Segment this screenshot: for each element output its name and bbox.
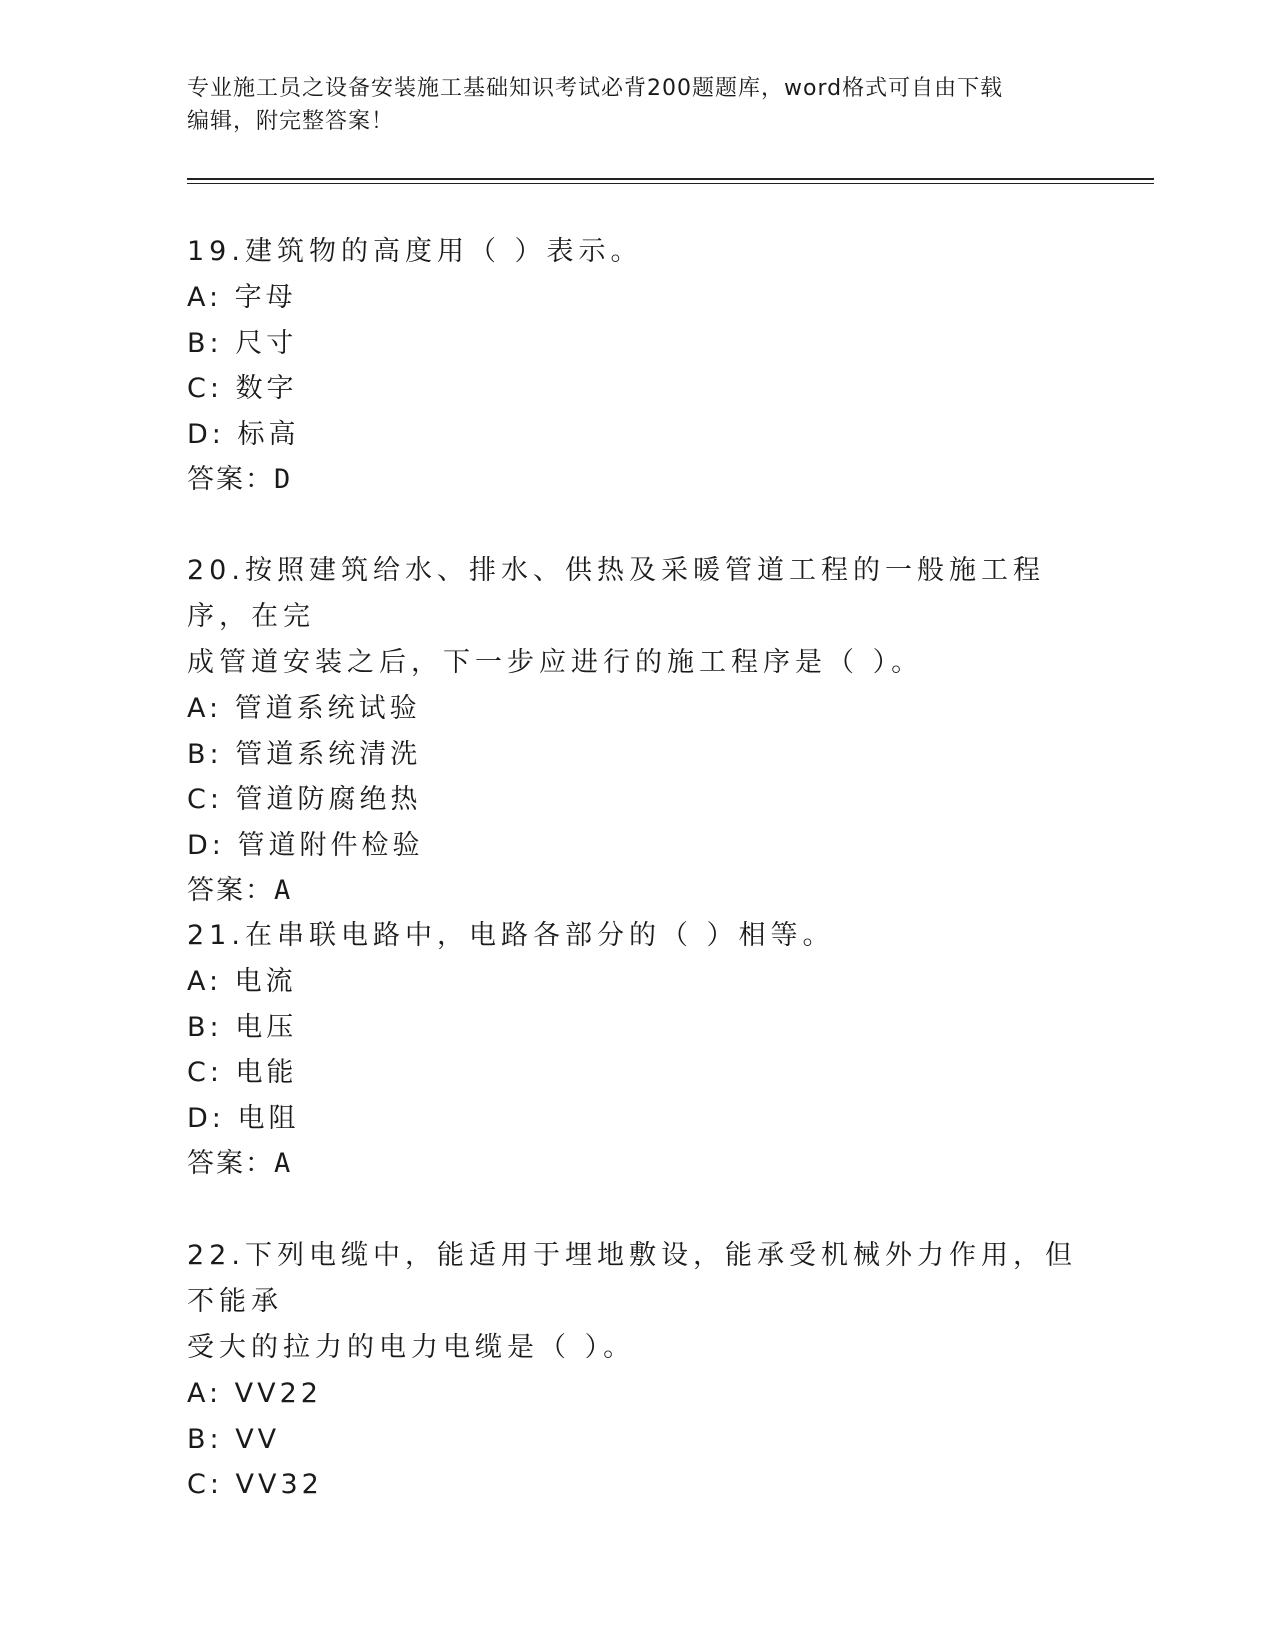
answer (187, 868, 1087, 914)
document-header (187, 72, 1087, 138)
option-b: B: 管道系统清洗 (187, 738, 422, 770)
question-stem-line-1: 20.按照建筑给水、排水、供热及采暖管道工程的一般施工程序，在完 (187, 555, 1045, 632)
answer-label: 答案： (187, 464, 274, 495)
question-stem: 19.建筑物的高度用（ ）表示。 (187, 236, 643, 267)
question-19 (187, 229, 1087, 503)
option-b: B: 电压 (187, 1011, 298, 1043)
header-rule-thin (187, 183, 1154, 184)
question-stem: 21.在串联电路中，电路各部分的（ ）相等。 (187, 920, 835, 951)
answer (187, 1141, 1087, 1187)
answer-value: D (274, 464, 293, 495)
option-c: C: 数字 (187, 373, 298, 404)
question-20 (187, 548, 1087, 914)
option-d: D: 管道附件检验 (187, 829, 424, 861)
answer-value: A (274, 1148, 293, 1179)
option-c: C: 电能 (187, 1057, 298, 1088)
option-a: A: 字母 (187, 282, 297, 313)
option-a: A: 电流 (187, 966, 297, 997)
question-stem-line-2: 受大的拉力的电力电缆是（ ）。 (187, 1332, 636, 1363)
answer-label: 答案： (187, 1148, 274, 1179)
question-21 (187, 913, 1087, 1187)
option-c: C: VV32 (187, 1469, 323, 1500)
option-d: D: 电阻 (187, 1102, 300, 1134)
option-d: D: 标高 (187, 418, 300, 450)
question-22 (187, 1233, 1087, 1508)
option-a: A: 管道系统试验 (187, 693, 421, 724)
option-b: B: VV (187, 1423, 281, 1455)
option-c: C: 管道防腐绝热 (187, 784, 422, 815)
answer-label: 答案： (187, 875, 274, 906)
header-line-2: 编辑，附完整答案！ (187, 109, 395, 134)
option-a: A: VV22 (187, 1378, 322, 1409)
answer-value: A (274, 875, 293, 906)
question-stem-line-2: 成管道安装之后，下一步应进行的施工程序是（ ）。 (187, 647, 924, 678)
answer (187, 457, 1087, 503)
header-line-1: 专业施工员之设备安装施工基础知识考试必背200题题库，word格式可自由下载 (187, 76, 1004, 101)
option-b: B: 尺寸 (187, 327, 298, 359)
header-rule-thick (187, 178, 1154, 180)
question-stem-line-1: 22.下列电缆中，能适用于埋地敷设，能承受机械外力作用，但不能承 (187, 1240, 1077, 1317)
